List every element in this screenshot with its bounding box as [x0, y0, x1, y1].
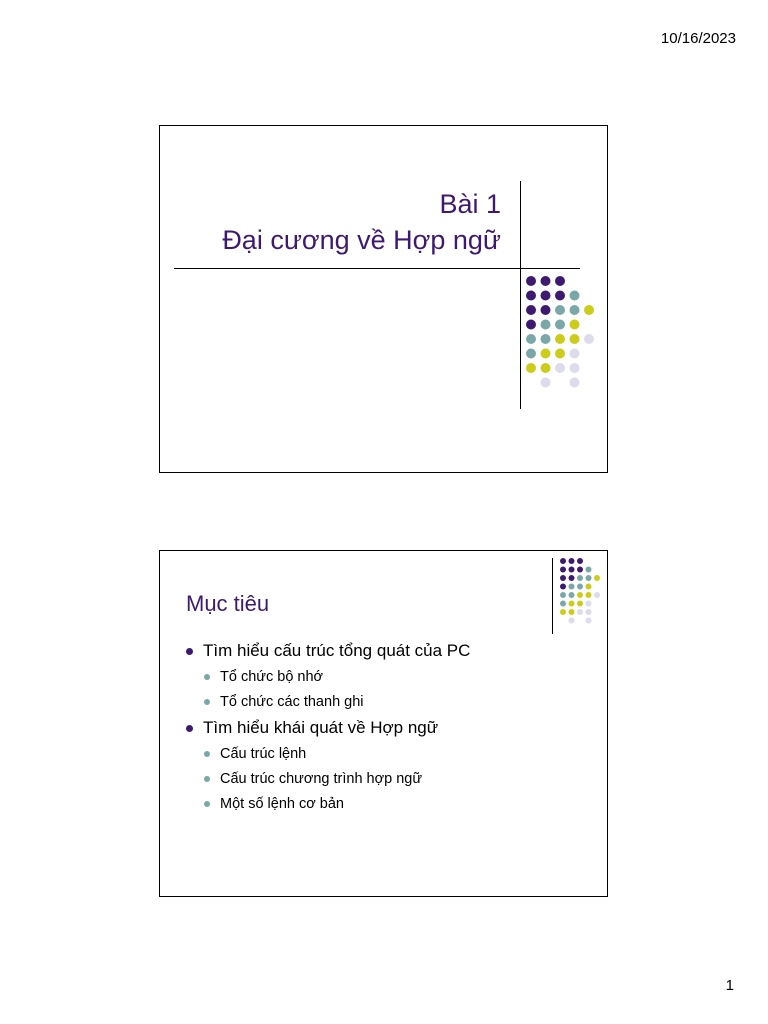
page-date: 10/16/2023: [660, 30, 736, 47]
decor-dot: [577, 609, 583, 615]
decor-dot: [594, 575, 600, 581]
decor-dot: [555, 276, 565, 286]
dot-grid-svg: [560, 558, 610, 628]
vertical-divider: [520, 181, 521, 409]
bullet-dot-icon: [186, 725, 193, 732]
bullet-text: Tổ chức các thanh ghi: [220, 694, 364, 710]
bullet-dot-icon: [204, 801, 210, 807]
decor-dot: [560, 575, 566, 581]
bullet-text: Một số lệnh cơ bản: [220, 796, 344, 812]
decor-dot: [586, 567, 592, 573]
bullet-dot-icon: [204, 751, 210, 757]
bullet-item: [186, 639, 470, 663]
decor-dot: [569, 567, 575, 573]
decor-dot: [555, 291, 565, 301]
slide-title: Mục tiêu: [186, 591, 270, 616]
bullet-dot-icon: [204, 674, 210, 680]
decor-dot: [570, 291, 580, 301]
decor-dot: [541, 363, 551, 373]
bullet-text: Cấu trúc lệnh: [220, 746, 307, 762]
decor-dot: [555, 363, 565, 373]
decor-dot: [569, 601, 575, 607]
decor-dot: [541, 305, 551, 315]
decor-dot: [586, 601, 592, 607]
decor-dot: [570, 305, 580, 315]
decor-dot: [555, 305, 565, 315]
decor-dot: [577, 592, 583, 598]
decor-dot: [569, 584, 575, 590]
decor-dot: [586, 592, 592, 598]
decor-dot: [541, 291, 551, 301]
decor-dot: [586, 584, 592, 590]
slide-thumbnail-2: [159, 550, 608, 897]
decor-dot: [560, 558, 566, 564]
decor-dot: [541, 378, 551, 388]
decor-dot: [570, 334, 580, 344]
decor-dot: [541, 334, 551, 344]
decor-dot: [570, 378, 580, 388]
decor-dot: [570, 363, 580, 373]
bullet-text: Tìm hiểu cấu trúc tổng quát của PC: [203, 641, 471, 660]
decorative-dot-grid: [560, 558, 610, 628]
decor-dot: [541, 349, 551, 359]
decor-dot: [526, 334, 536, 344]
bullet-text: Tìm hiểu khái quát về Hợp ngữ: [203, 718, 439, 737]
dot-grid-svg: [526, 276, 606, 396]
decor-dot: [526, 305, 536, 315]
sub-bullet-item: [186, 768, 470, 790]
decor-dot: [569, 618, 575, 624]
bullet-dot-icon: [204, 776, 210, 782]
decor-dot: [560, 567, 566, 573]
sub-bullet-item: [186, 793, 470, 815]
decor-dot: [555, 334, 565, 344]
bullet-dot-icon: [204, 699, 210, 705]
decor-dot: [577, 601, 583, 607]
decor-dot: [594, 592, 600, 598]
decor-dot: [526, 276, 536, 286]
bullet-list: [186, 639, 470, 818]
slide-thumbnail-1: [159, 125, 608, 473]
decor-dot: [526, 291, 536, 301]
decor-dot: [555, 320, 565, 330]
decor-dot: [577, 575, 583, 581]
slide-title: [222, 186, 501, 258]
page-number: 1: [725, 977, 734, 994]
decor-dot: [570, 349, 580, 359]
decor-dot: [586, 618, 592, 624]
sub-bullet-item: [186, 743, 470, 765]
decor-dot: [586, 575, 592, 581]
slide-title-line-1: Bài 1: [439, 189, 501, 219]
slide-title-line-2: Đại cương về Hợp ngữ: [222, 225, 501, 255]
decor-dot: [541, 320, 551, 330]
decor-dot: [569, 575, 575, 581]
sub-bullet-item: [186, 666, 470, 688]
sub-bullet-item: [186, 691, 470, 713]
decor-dot: [577, 558, 583, 564]
bullet-dot-icon: [186, 648, 193, 655]
decor-dot: [577, 567, 583, 573]
decor-dot: [560, 584, 566, 590]
bullet-text: Cấu trúc chương trình hợp ngữ: [220, 771, 423, 787]
decorative-dot-grid: [526, 276, 606, 396]
decor-dot: [584, 334, 594, 344]
decor-dot: [577, 584, 583, 590]
decor-dot: [569, 558, 575, 564]
decor-dot: [560, 609, 566, 615]
decor-dot: [584, 305, 594, 315]
decor-dot: [569, 592, 575, 598]
decor-dot: [570, 320, 580, 330]
decor-dot: [526, 320, 536, 330]
bullet-text: Tổ chức bộ nhớ: [220, 669, 324, 685]
decor-dot: [586, 609, 592, 615]
decor-dot: [541, 276, 551, 286]
vertical-divider: [552, 558, 553, 634]
decor-dot: [526, 349, 536, 359]
decor-dot: [569, 609, 575, 615]
bullet-item: [186, 716, 470, 740]
decor-dot: [526, 363, 536, 373]
decor-dot: [555, 349, 565, 359]
decor-dot: [560, 601, 566, 607]
decor-dot: [560, 592, 566, 598]
